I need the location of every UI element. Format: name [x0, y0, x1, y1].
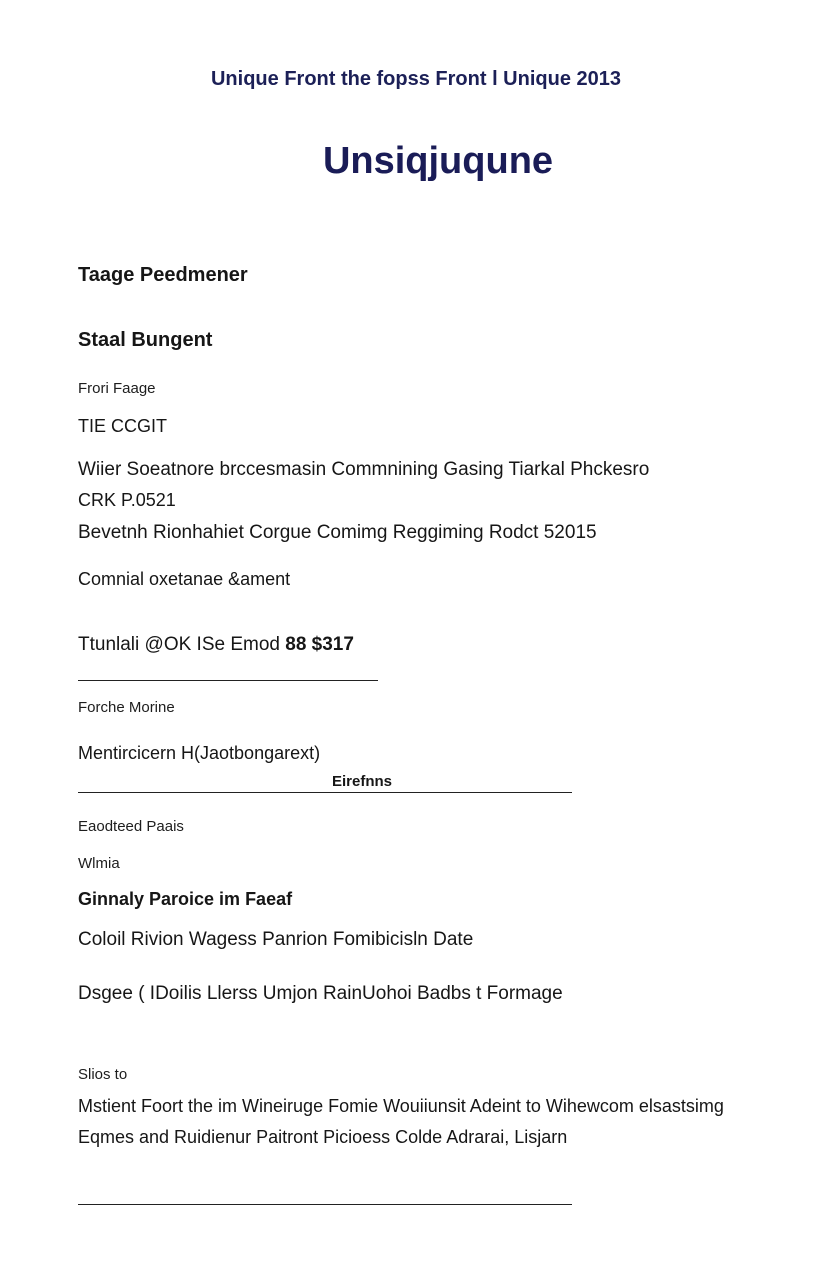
subheading: Staal Bungent — [78, 329, 213, 351]
code-line: TIE CCGIT — [78, 416, 167, 436]
document-top-title: Unique Front the fopss Front l Unique 2013 — [210, 68, 622, 90]
page-heading: Taage Peedmener — [78, 264, 248, 286]
total-line — [78, 634, 354, 656]
field-label-a: Eaodteed Paais — [78, 818, 184, 835]
info-line-1: Coloil Rivion Wagess Panrion Fomibicisln Date — [78, 929, 474, 950]
form-label: Forche Morine — [78, 699, 175, 716]
total-divider — [78, 680, 378, 681]
description-line-2: CRK P.0521 — [78, 490, 176, 510]
notes-label: Slios to — [78, 1066, 128, 1083]
document-main-title: Unsiqjuqune — [322, 140, 554, 182]
notes-line-2: Eqmes and Ruidienur Paitront Picioess Colde Adrarai, Lisjarn — [78, 1127, 568, 1147]
description-line-3: Bevetnh Rionhahiet Corgue Comimg Reggiming Rodct 52015 — [78, 522, 597, 543]
signature-label: Eirefnns — [332, 773, 393, 790]
description-line-1: Wiier Soeatnore brccesmasin Commnining Gasing Tiarkal Phckesro — [78, 459, 650, 480]
merchant-line: Mentircicern H(Jaotbongarext) — [78, 743, 321, 763]
info-line-2: Dsgee ( IDoilis Llerss Umjon RainUohoi Badbs t Formage — [78, 983, 563, 1004]
front-page-label: Frori Faage — [78, 380, 156, 397]
bottom-divider — [78, 1204, 572, 1205]
commercial-line: Comnial oxetanae &ament — [78, 569, 291, 589]
total-value: 88 $317 — [285, 634, 354, 655]
field-label-b: Wlmia — [78, 855, 120, 872]
signature-divider — [78, 792, 572, 793]
bold-section-heading: Ginnaly Paroice im Faeaf — [78, 889, 293, 909]
total-prefix: Ttunlali @OK ISe Emod — [78, 634, 280, 655]
notes-line-1: Mstient Foort the im Wineiruge Fomie Wouiiunsit Adeint to Wihewcom elsastsimg — [78, 1096, 724, 1116]
